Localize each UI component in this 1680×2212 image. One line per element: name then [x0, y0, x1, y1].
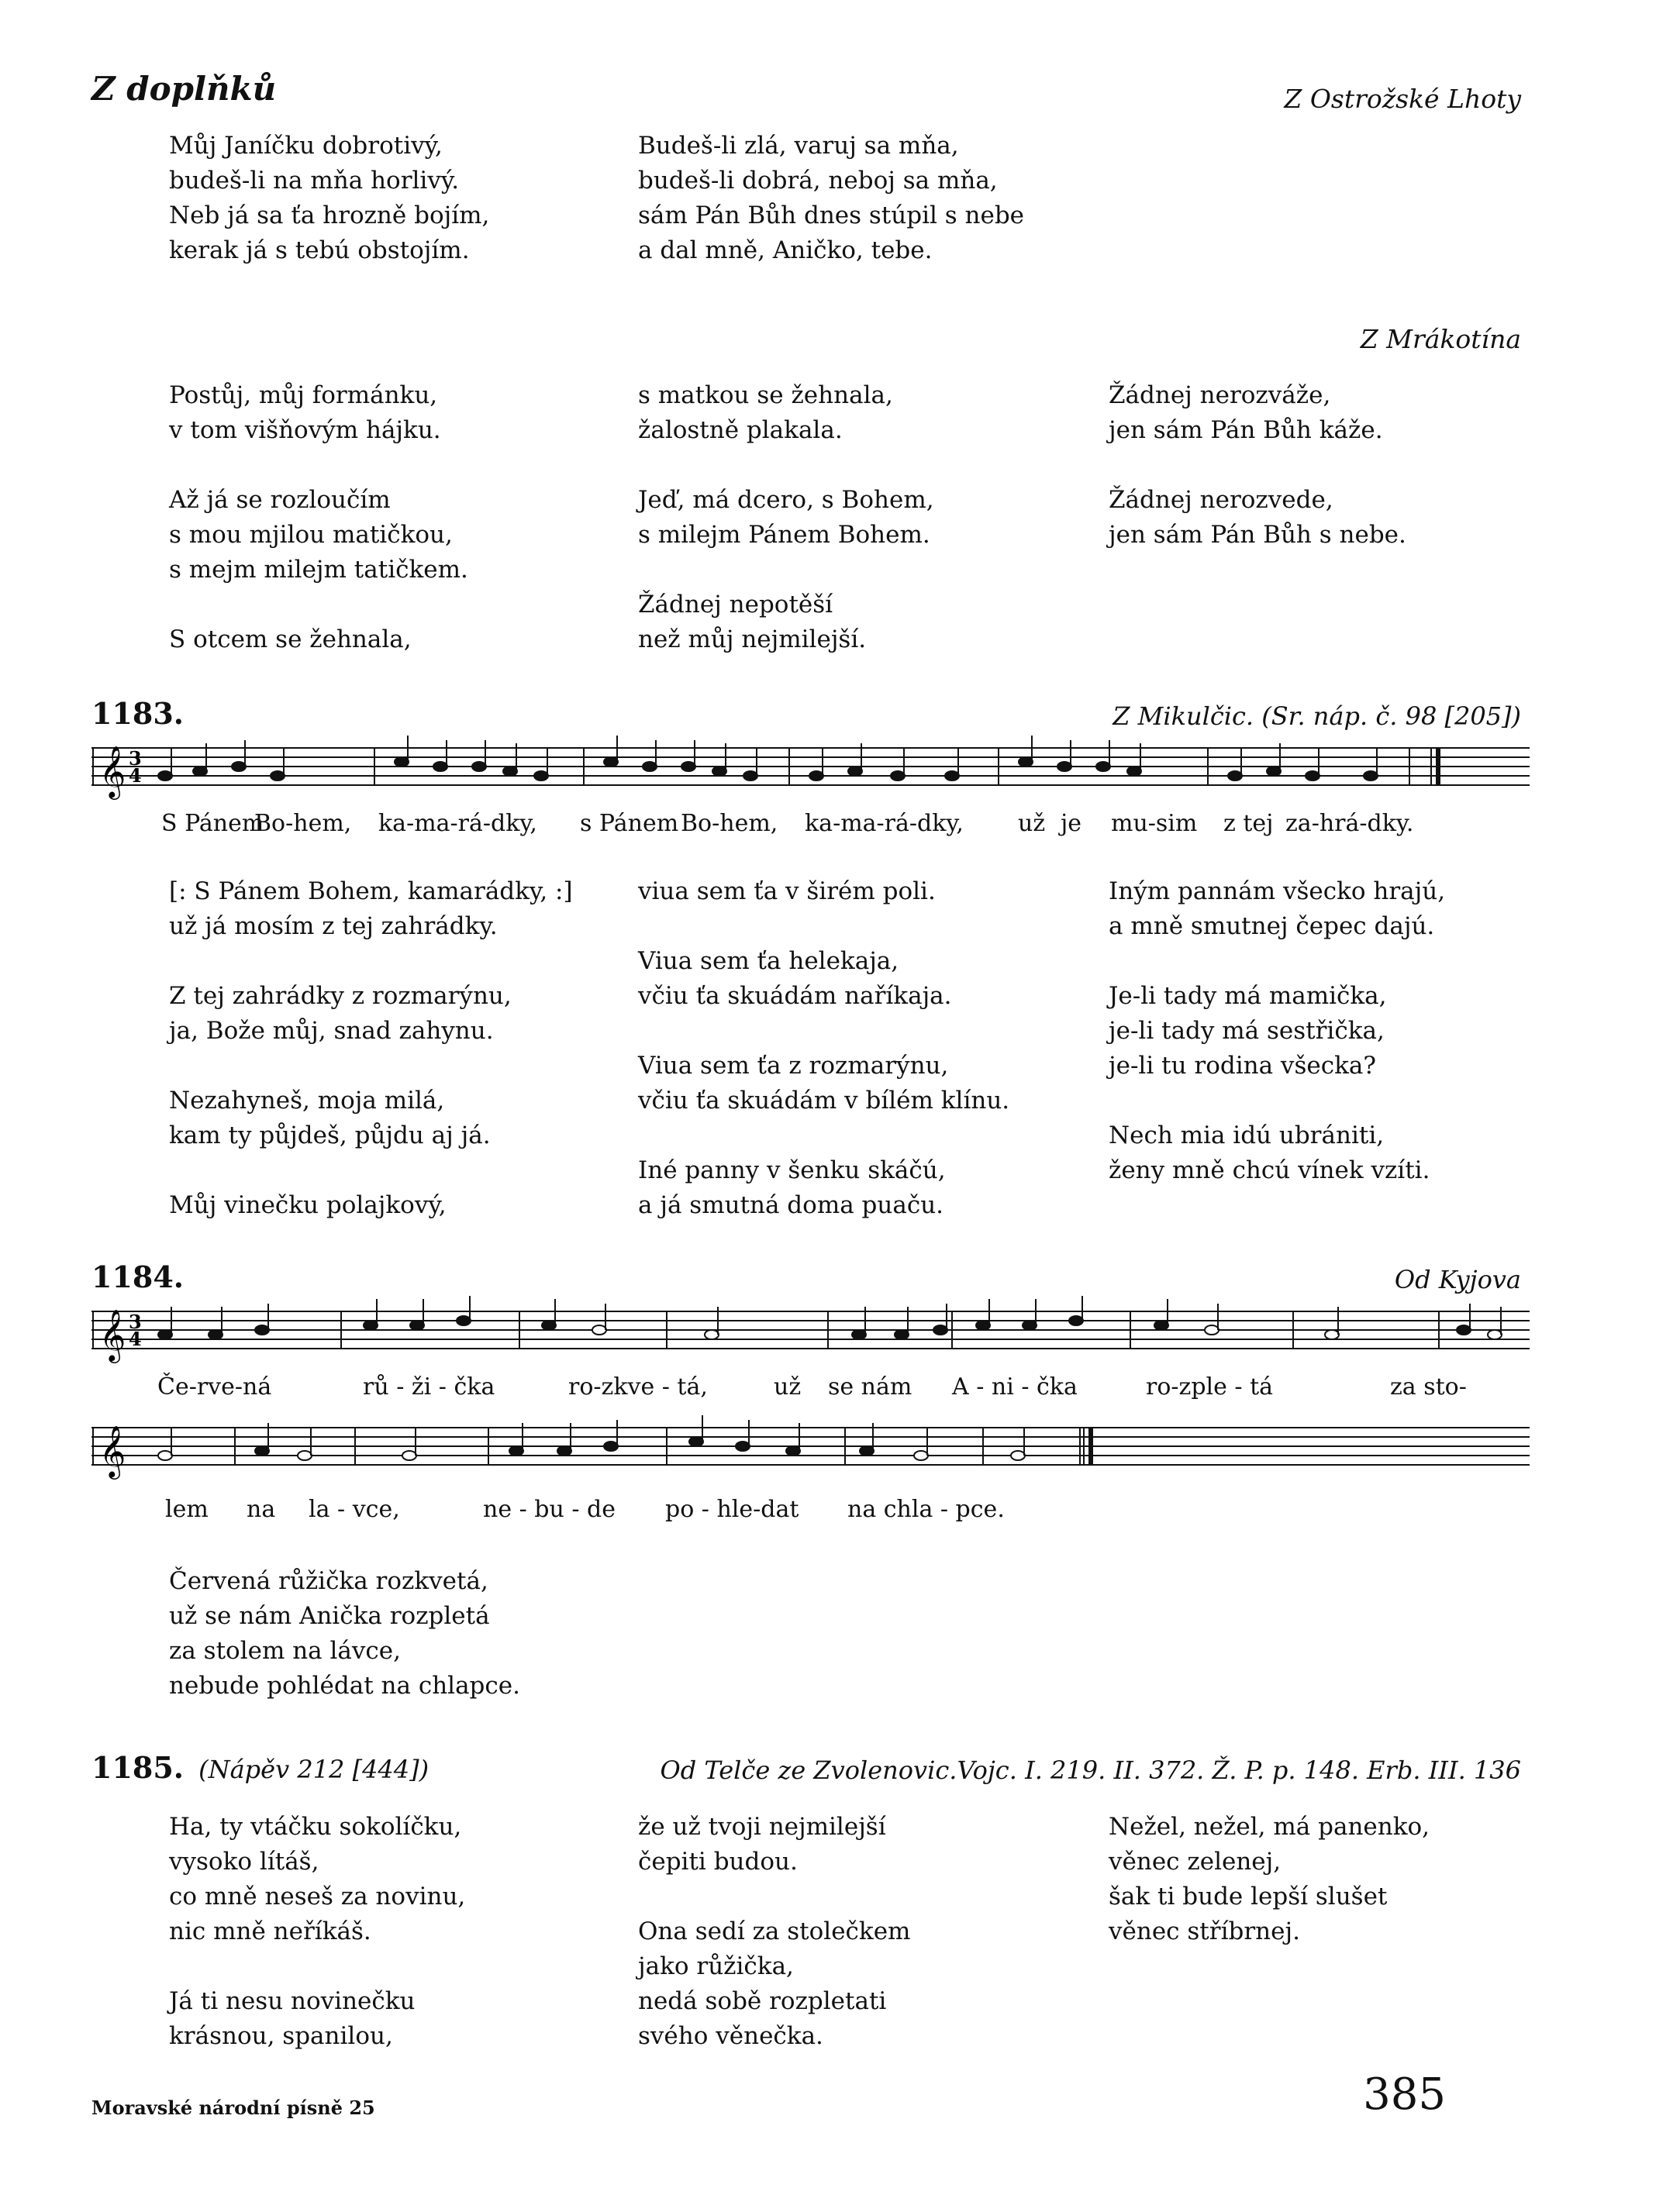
verse-line: budeš-li dobrá, neboj sa mňa, — [638, 167, 998, 195]
verse-line: včiu ťa skuádám naříkaja. — [638, 982, 952, 1010]
song-b-col2 — [638, 378, 934, 657]
verse-line: Je-li tady má mamička, — [1109, 982, 1387, 1010]
stanza — [169, 1188, 573, 1223]
verse-line: s mejm milejm tatičkem. — [169, 556, 468, 584]
verse-line: jako růžička, — [638, 1952, 794, 1980]
song-a-col2 — [638, 129, 1024, 268]
verse-line: s mou mjilou matičkou, — [169, 521, 453, 549]
lyric-syllable: na — [247, 1496, 276, 1523]
song-b-col1 — [169, 378, 468, 657]
verse-line: ženy mně chcú vínek vzíti. — [1109, 1156, 1430, 1184]
lyric-syllable: za-hrá-dky. — [1285, 810, 1414, 837]
verse-line: Nezahyneš, moja milá, — [169, 1087, 445, 1115]
source-telc: Od Telče ze Zvolenovic.Vojc. I. 219. II. 372. Ž. P. p. 148. Erb. III. 136 — [660, 1755, 1521, 1785]
stanza — [638, 1914, 910, 2054]
verse-line: čepiti budou. — [638, 1848, 798, 1876]
stanza — [1109, 1810, 1430, 1949]
stanza — [169, 483, 468, 587]
verse-line: než můj nejmilejší. — [638, 625, 867, 653]
lyric-syllable: ka-ma-rá-dky, — [378, 810, 537, 837]
verse-line: Nežel, nežel, má panenko, — [1109, 1813, 1430, 1841]
stanza — [638, 378, 934, 448]
song-1185-col3 — [1109, 1810, 1430, 1949]
stanza — [169, 129, 489, 268]
verse-line: věnec zelenej, — [1109, 1848, 1282, 1876]
lyric-syllable: s Pánem — [580, 810, 679, 837]
verse-line: šak ti bude lepší slušet — [1109, 1883, 1388, 1911]
stanza — [638, 483, 934, 553]
verse-line: Žádnej nerozváže, — [1109, 381, 1331, 409]
verse-line: jen sám Pán Bůh káže. — [1109, 416, 1383, 444]
verse-line: s matkou se žehnala, — [638, 381, 893, 409]
verse-line: s milejm Pánem Bohem. — [638, 521, 930, 549]
source-ostrozska-lhota: Z Ostrožské Lhoty — [1284, 84, 1521, 114]
song-1185-col1 — [169, 1810, 465, 2054]
verse-line: je-li tu rodina všecka? — [1109, 1052, 1376, 1080]
verse-line: ja, Bože můj, snad zahynu. — [169, 1017, 494, 1045]
verse-line: že už tvoji nejmilejší — [638, 1813, 886, 1841]
stanza — [1109, 483, 1406, 553]
verse-line: Iné panny v šenku skáčú, — [638, 1156, 946, 1184]
lyric-syllable: S Pánem — [161, 810, 264, 837]
stanza — [638, 1049, 1009, 1118]
verse-line: včiu ťa skuádám v bílém klínu. — [638, 1087, 1010, 1115]
svg-text:3: 3 — [129, 747, 142, 770]
verse-line: kerak já s tebú obstojím. — [169, 236, 470, 264]
song-1183-col1 — [169, 874, 573, 1223]
verse-line: nedá sobě rozpletati — [638, 1987, 887, 2015]
verse-line: Můj Janíčku dobrotivý, — [169, 132, 443, 160]
stanza — [638, 944, 1009, 1014]
stanza — [169, 1564, 520, 1704]
verse-line: Ha, ty vtáčku sokolíčku, — [169, 1813, 462, 1841]
lyric-syllable: lem — [165, 1496, 209, 1523]
verse-line: Viua sem ťa z rozmarýnu, — [638, 1052, 949, 1080]
lyric-syllable: rů - ži - čka — [363, 1373, 495, 1401]
stanza — [169, 979, 573, 1049]
stanza — [638, 1810, 910, 1880]
song-1185-col2 — [638, 1810, 910, 2054]
verse-line: svého věnečka. — [638, 2022, 823, 2050]
lyric-syllable: ka-ma-rá-dky, — [805, 810, 964, 837]
staff-1184-line2 — [91, 1412, 1530, 1482]
source-kyjov: Od Kyjova — [1394, 1265, 1521, 1294]
verse-line: Nech mia idú ubrániti, — [1109, 1122, 1385, 1149]
verse-line: v tom višňovým hájku. — [169, 416, 441, 444]
verse-line: viua sem ťa v širém poli. — [638, 877, 936, 905]
verse-line: a mně smutnej čepec dajú. — [1109, 912, 1435, 940]
song-number-1183: 1183. — [91, 696, 184, 731]
verse-line: Postůj, můj formánku, — [169, 381, 438, 409]
verse-line: kam ty půjdeš, půjdu aj já. — [169, 1122, 491, 1149]
svg-text:4: 4 — [129, 764, 142, 787]
lyric-syllable: je — [1061, 810, 1082, 837]
melody-reference: (Nápěv 212 [444]) — [198, 1755, 429, 1784]
verse-line: sám Pán Bůh dnes stúpil s nebe — [638, 202, 1025, 229]
verse-line: Budeš-li zlá, varuj sa mňa, — [638, 132, 959, 160]
lyric-syllable: za sto- — [1390, 1373, 1467, 1401]
lyric-syllable: už — [774, 1373, 802, 1401]
song-b-col3 — [1109, 378, 1406, 553]
verse-line: žalostně plakala. — [638, 416, 843, 444]
svg-text:3: 3 — [129, 1311, 142, 1333]
lyric-syllable: Bo-hem, — [254, 810, 352, 837]
verse-line: za stolem na lávce, — [169, 1637, 401, 1665]
verse-line: Iným pannám všecko hrajú, — [1109, 877, 1446, 905]
lyric-syllable: Bo-hem, — [681, 810, 778, 837]
verse-line: nic mně neříkáš. — [169, 1917, 371, 1945]
source-mikulcice: Z Mikulčic. (Sr. náp. č. 98 [205]) — [1113, 701, 1521, 731]
stanza — [638, 1153, 1009, 1223]
verse-line: Neb já sa ťa hrozně bojím, — [169, 202, 490, 229]
song-number-1184: 1184. — [91, 1259, 184, 1294]
verse-line: Až já se rozloučím — [169, 486, 391, 514]
verse-line: co mně neseš za novinu, — [169, 1883, 466, 1911]
treble-clef-icon: 𝄞 — [99, 745, 126, 798]
stanza — [638, 587, 934, 657]
verse-line: Žádnej nepotěší — [638, 591, 833, 618]
stanza — [1109, 378, 1406, 448]
lyric-syllable: A - ni - čka — [952, 1373, 1078, 1401]
stanza — [169, 1984, 465, 2054]
stanza — [169, 378, 468, 448]
verse-line: Já ti nesu novinečku — [169, 1987, 416, 2015]
verse-line: jen sám Pán Bůh s nebe. — [1109, 521, 1406, 549]
source-mrakotin: Z Mrákotína — [1360, 324, 1521, 354]
song-1184-text — [169, 1564, 520, 1704]
lyric-syllable: ro-zple - tá — [1146, 1373, 1274, 1401]
verse-line: Z tej zahrádky z rozmarýnu, — [169, 982, 512, 1010]
verse-line: budeš-li na mňa horlivý. — [169, 167, 460, 195]
verse-line: nebude pohlédat na chlapce. — [169, 1672, 520, 1700]
song-1183-col3 — [1109, 874, 1445, 1188]
svg-text:4: 4 — [129, 1328, 142, 1350]
verse-line: Jeď, má dcero, s Bohem, — [638, 486, 934, 514]
stanza — [1109, 874, 1445, 944]
verse-line: už já mosím z tej zahrádky. — [169, 912, 498, 940]
lyric-syllable: la - vce, — [309, 1496, 400, 1523]
stanza — [169, 1084, 573, 1153]
lyric-syllable: po - hle-dat — [665, 1496, 799, 1523]
stanza — [169, 874, 573, 944]
verse-line: věnec stříbrnej. — [1109, 1917, 1300, 1945]
verse-line: Viua sem ťa helekaja, — [638, 947, 899, 975]
staff-1184-line1 — [91, 1296, 1530, 1366]
song-a-col1 — [169, 129, 489, 268]
section-title: Z doplňků — [91, 70, 277, 108]
song-1185-heading — [91, 1750, 429, 1785]
verse-line: a já smutná doma puaču. — [638, 1191, 944, 1219]
verse-line: Ona sedí za stolečkem — [638, 1917, 911, 1945]
verse-line: vysoko lítáš, — [169, 1848, 319, 1876]
stanza — [1109, 979, 1445, 1084]
verse-line: S otcem se žehnala, — [169, 625, 412, 653]
stanza — [638, 874, 1009, 909]
verse-line: Můj vinečku polajkový, — [169, 1191, 447, 1219]
lyric-syllable: z tej — [1223, 810, 1274, 837]
stanza — [169, 1810, 465, 1949]
verse-line: už se nám Anička rozpletá — [169, 1602, 490, 1630]
verse-line: a dal mně, Aničko, tebe. — [638, 236, 933, 264]
verse-line: [: S Pánem Bohem, kamarádky, :] — [169, 877, 573, 905]
lyric-syllable: ro-zkve - tá, — [568, 1373, 708, 1401]
lyric-syllable: na chla - pce. — [847, 1496, 1005, 1523]
stanza — [1109, 1118, 1445, 1188]
staff-1183 — [91, 732, 1530, 802]
lyric-syllable: Če-rve-ná — [157, 1373, 272, 1401]
page-number: 385 — [1363, 2069, 1446, 2120]
stanza — [638, 129, 1024, 268]
verse-line: krásnou, spanilou, — [169, 2022, 393, 2050]
lyric-syllable: mu-sim — [1111, 810, 1198, 837]
verse-line: Červená růžička rozkvetá, — [169, 1567, 488, 1595]
song-number-1185: 1185. — [91, 1750, 184, 1785]
lyric-syllable: ne - bu - de — [483, 1496, 616, 1523]
treble-clef-icon: 𝄞 — [99, 1308, 126, 1361]
lyric-syllable: se nám — [828, 1373, 912, 1401]
verse-line: Žádnej nerozvede, — [1109, 486, 1333, 514]
lyric-syllable: už — [1018, 810, 1046, 837]
treble-clef-icon: 𝄞 — [99, 1425, 126, 1477]
footer-book-title: Moravské národní písně 25 — [91, 2097, 375, 2119]
song-1183-col2 — [638, 874, 1009, 1223]
stanza — [169, 622, 468, 657]
verse-line: je-li tady má sestřička, — [1109, 1017, 1385, 1045]
